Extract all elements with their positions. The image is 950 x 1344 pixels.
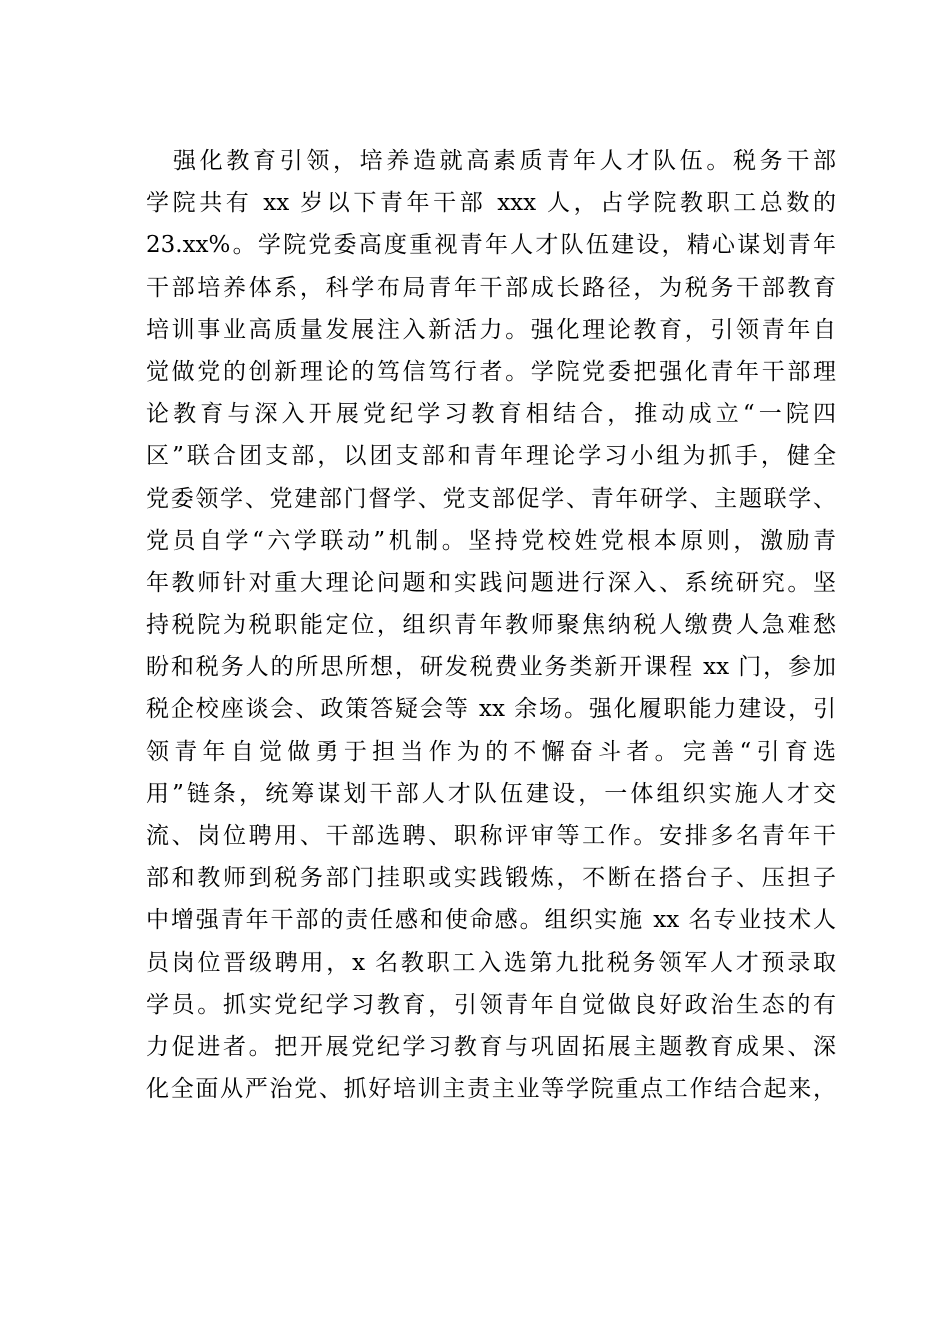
paragraph-line-23: 化全面从严治党、抓好培训主责主业等学院重点工作结合起来， bbox=[146, 1076, 836, 1103]
paragraph-line-2: 学院共有 xx 岁以下青年干部 xxx 人，占学院教职工总数的 bbox=[146, 190, 836, 217]
paragraph-line-12: 持税院为税职能定位，组织青年教师聚焦纳税人缴费人急难愁 bbox=[146, 612, 836, 639]
body-paragraph bbox=[146, 140, 836, 1110]
paragraph-line-21: 学员。抓实党纪学习教育，引领青年自觉做良好政治生态的有 bbox=[146, 991, 836, 1018]
paragraph-line-19: 中增强青年干部的责任感和使命感。组织实施 xx 名专业技术人 bbox=[146, 907, 836, 934]
paragraph-line-22: 力促进者。把开展党纪学习教育与巩固拓展主题教育成果、深 bbox=[146, 1033, 836, 1060]
paragraph-line-4: 干部培养体系，科学布局青年干部成长路径，为税务干部教育 bbox=[146, 274, 836, 301]
paragraph-line-1: 强化教育引领，培养造就高素质青年人才队伍。税务干部 bbox=[173, 148, 836, 174]
paragraph-line-16: 用”链条，统筹谋划干部人才队伍建设，一体组织实施人才交 bbox=[146, 780, 836, 807]
paragraph-line-9: 党委领学、党建部门督学、党支部促学、青年研学、主题联学、 bbox=[146, 485, 836, 512]
paragraph-line-14: 税企校座谈会、政策答疑会等 xx 余场。强化履职能力建设，引 bbox=[146, 696, 836, 723]
paragraph-line-18: 部和教师到税务部门挂职或实践锻炼，不断在搭台子、压担子 bbox=[146, 865, 836, 892]
paragraph-line-3: 23.xx%。学院党委高度重视青年人才队伍建设，精心谋划青年 bbox=[146, 232, 836, 259]
paragraph-line-10: 党员自学“六学联动”机制。坚持党校姓党根本原则，激励青 bbox=[146, 527, 836, 554]
paragraph-line-5: 培训事业高质量发展注入新活力。强化理论教育，引领青年自 bbox=[146, 316, 836, 343]
paragraph-line-6: 觉做党的创新理论的笃信笃行者。学院党委把强化青年干部理 bbox=[146, 358, 836, 385]
paragraph-line-15: 领青年自觉做勇于担当作为的不懈奋斗者。完善“引育选 bbox=[146, 738, 836, 765]
paragraph-line-8: 区”联合团支部，以团支部和青年理论学习小组为抓手，健全 bbox=[146, 443, 836, 470]
paragraph-line-7: 论教育与深入开展党纪学习教育相结合，推动成立“一院四 bbox=[146, 401, 836, 428]
paragraph-line-20: 员岗位晋级聘用，x 名教职工入选第九批税务领军人才预录取 bbox=[146, 949, 836, 976]
paragraph-line-11: 年教师针对重大理论问题和实践问题进行深入、系统研究。坚 bbox=[146, 569, 836, 596]
paragraph-line-13: 盼和税务人的所思所想，研发税费业务类新开课程 xx 门，参加 bbox=[146, 654, 836, 681]
paragraph-line-17: 流、岗位聘用、干部选聘、职称评审等工作。安排多名青年干 bbox=[146, 823, 836, 849]
